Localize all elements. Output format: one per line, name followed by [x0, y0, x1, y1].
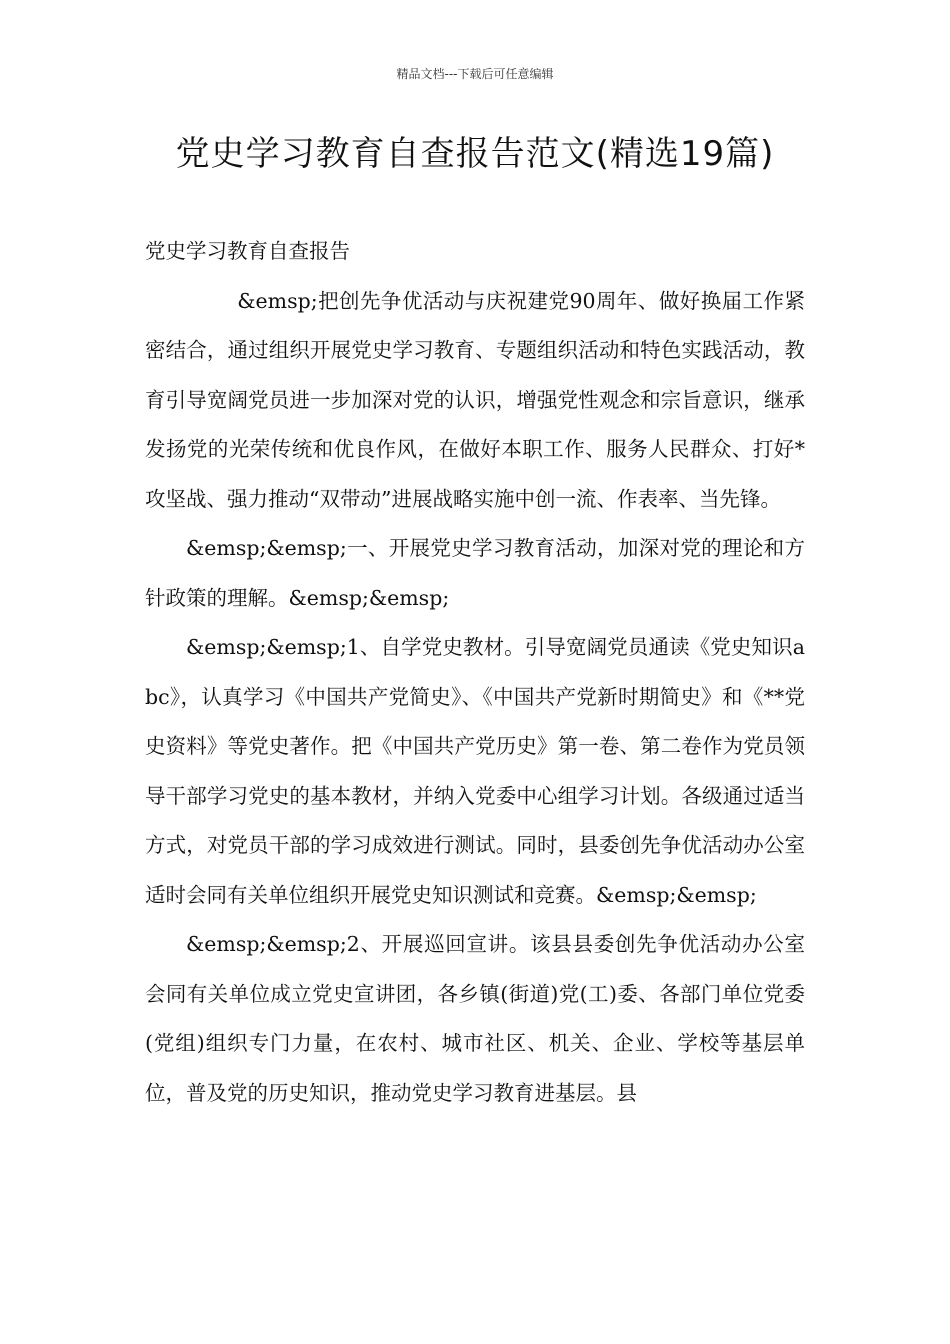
document-body [145, 227, 805, 1118]
body-paragraph: &emsp;&emsp;1、自学党史教材。引导宽阔党员通读《党史知识abc》，认真学习《中国共产党简史》、《中国共产党新时期简史》和《**党史资料》等党史著作。把《中国共产党历史》第一卷、第二卷作为党员领导干部学习党史的基本教材，并纳入党委中心组学习计划。各级通过适当方式，对党员干部的学习成效进行测试。同时，县委创先争优活动办公室适时会同有关单位组织开展党史知识测试和竞赛。&emsp;&emsp; [145, 635, 805, 907]
page-header-note: 精品文档---下载后可任意编辑 [396, 67, 554, 81]
document-subtitle: 党史学习教育自查报告 [145, 239, 350, 263]
document-title: 党史学习教育自查报告范文(精选19篇) [175, 134, 775, 174]
body-paragraph: &emsp;把创先争优活动与庆祝建党90周年、做好换届工作紧密结合，通过组织开展党史学习教育、专题组织活动和特色实践活动，教育引导宽阔党员进一步加深对党的认识，增强党性观念和宗旨意识，继承发扬党的光荣传统和优良作风，在做好本职工作、服务人民群众、打好*攻坚战、强力推动“双带动”进展战略实施中创一流、作表率、当先锋。 [145, 288, 805, 511]
body-paragraph: &emsp;&emsp;一、开展党史学习教育活动，加深对党的理论和方针政策的理解。&emsp;&emsp; [145, 536, 805, 610]
body-paragraph: &emsp;&emsp;2、开展巡回宣讲。该县县委创先争优活动办公室会同有关单位成立党史宣讲团，各乡镇(街道)党(工)委、各部门单位党委(党组)组织专门力量，在农村、城市社区、机关、企业、学校等基层单位，普及党的历史知识，推动党史学习教育进基层。县 [145, 932, 805, 1105]
